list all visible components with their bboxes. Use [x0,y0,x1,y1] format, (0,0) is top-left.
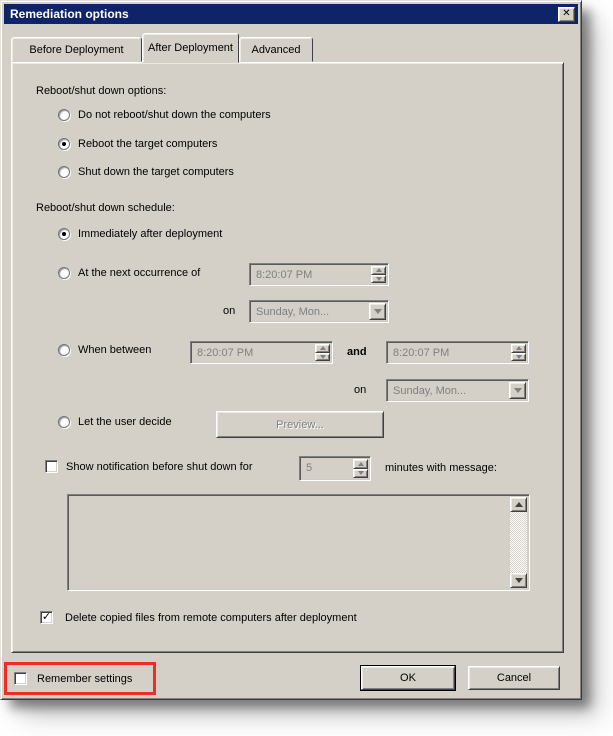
time-spinner [371,266,386,283]
tab-label: After Deployment [148,42,233,54]
radio-label: Reboot the target computers [78,138,218,150]
tab-after-deployment[interactable] [142,33,239,63]
scroll-up-icon [515,502,523,507]
ok-button-label: OK [400,672,416,684]
radio-shut-down-target[interactable] [58,166,70,178]
notification-label-before: Show notification before shut down for [66,460,253,473]
chevron-down-icon [514,388,522,393]
annotation-highlight-box [4,662,156,695]
tab-advanced[interactable] [239,37,313,62]
days-value: Sunday, Mon... [256,306,330,318]
scroll-down-icon [515,578,523,583]
radio-row-immediately [58,228,222,240]
between-start-time-field[interactable] [190,341,333,364]
notification-label-after: minutes with message: [385,462,497,474]
minutes-spinner [353,459,368,478]
message-scrollbar [510,497,527,588]
time-spinner [511,344,526,361]
radio-row-shut-down-target [58,166,234,178]
days-value: Sunday, Mon... [393,385,467,397]
minutes-stepper[interactable] [299,456,371,481]
cancel-button[interactable] [468,666,560,690]
between-days-dropdown[interactable] [386,379,529,402]
dropdown-button[interactable] [369,303,386,320]
radio-row-user-decide [58,416,172,428]
cancel-button-label: Cancel [496,672,532,684]
delete-files-checkbox[interactable] [40,611,53,624]
notification-row [45,460,253,473]
spin-down-button[interactable] [371,275,386,284]
spin-down-icon [516,355,522,359]
ok-button[interactable] [361,666,455,690]
radio-row-reboot-target [58,138,217,150]
radio-label: Shut down the target computers [78,166,234,178]
tab-label: Advanced [251,43,301,56]
radio-row-next-occurrence [58,267,200,279]
chevron-down-icon [374,309,382,314]
spin-up-icon [358,462,364,466]
scroll-down-button[interactable] [510,573,527,588]
spin-up-icon [320,346,326,350]
close-button[interactable] [558,7,575,22]
close-icon: ✕ [562,8,571,19]
radio-label: When between [78,344,152,356]
scroll-up-button[interactable] [510,497,527,512]
radio-when-between[interactable] [58,344,70,356]
radio-label: Immediately after deployment [78,228,223,240]
spin-up-icon [516,346,522,350]
spin-down-icon [376,277,382,281]
on-label: on [354,384,367,396]
tab-label: Before Deployment [29,43,124,56]
spin-up-button[interactable] [371,266,386,275]
dropdown-button[interactable] [509,382,526,399]
show-notification-checkbox[interactable] [45,460,58,473]
spin-down-icon [320,355,326,359]
spin-up-button[interactable] [315,344,330,353]
time-spinner [315,344,330,361]
and-label: and [347,346,367,358]
radio-next-occurrence[interactable] [58,267,70,279]
dialog-title: Remediation options [10,7,129,21]
delete-files-row [40,611,357,624]
spin-down-button[interactable] [511,353,526,362]
spin-down-button[interactable] [353,469,368,479]
on-label: on [223,305,236,317]
time-value: 8:20:07 PM [256,269,313,281]
radio-label: Do not reboot/shut down the computers [78,109,271,121]
remember-settings-label: Remember settings [37,672,133,685]
check-icon: ✓ [41,610,52,623]
message-value [70,497,527,501]
between-end-time-field[interactable] [386,341,529,364]
time-value: 8:20:07 PM [197,347,254,359]
radio-label: Let the user decide [78,416,172,428]
radio-row-do-not-reboot [58,109,271,121]
schedule-group-label: Reboot/shut down schedule: [36,202,175,214]
scroll-track[interactable] [510,512,527,573]
next-occurrence-time-field[interactable] [249,263,389,286]
spin-up-button[interactable] [511,344,526,353]
radio-row-when-between [58,344,151,356]
reboot-options-group-label: Reboot/shut down options: [36,85,167,97]
titlebar [4,4,578,24]
minutes-value: 5 [306,462,313,474]
radio-label: At the next occurrence of [78,267,201,279]
tab-before-deployment[interactable] [11,37,142,62]
spin-up-icon [376,268,382,272]
preview-button[interactable] [216,411,384,438]
radio-reboot-target[interactable] [58,138,70,150]
spin-down-icon [358,471,364,475]
time-value: 8:20:07 PM [393,347,450,359]
message-textarea[interactable] [67,494,530,591]
radio-do-not-reboot[interactable] [58,109,70,121]
radio-immediately[interactable] [58,228,70,240]
spin-up-button[interactable] [353,459,368,469]
preview-button-label: Preview... [276,418,324,431]
next-occurrence-days-dropdown[interactable] [249,300,389,323]
delete-files-label: Delete copied files from remote computers after deployment [65,611,357,624]
spin-down-button[interactable] [315,353,330,362]
radio-user-decide[interactable] [58,416,70,428]
